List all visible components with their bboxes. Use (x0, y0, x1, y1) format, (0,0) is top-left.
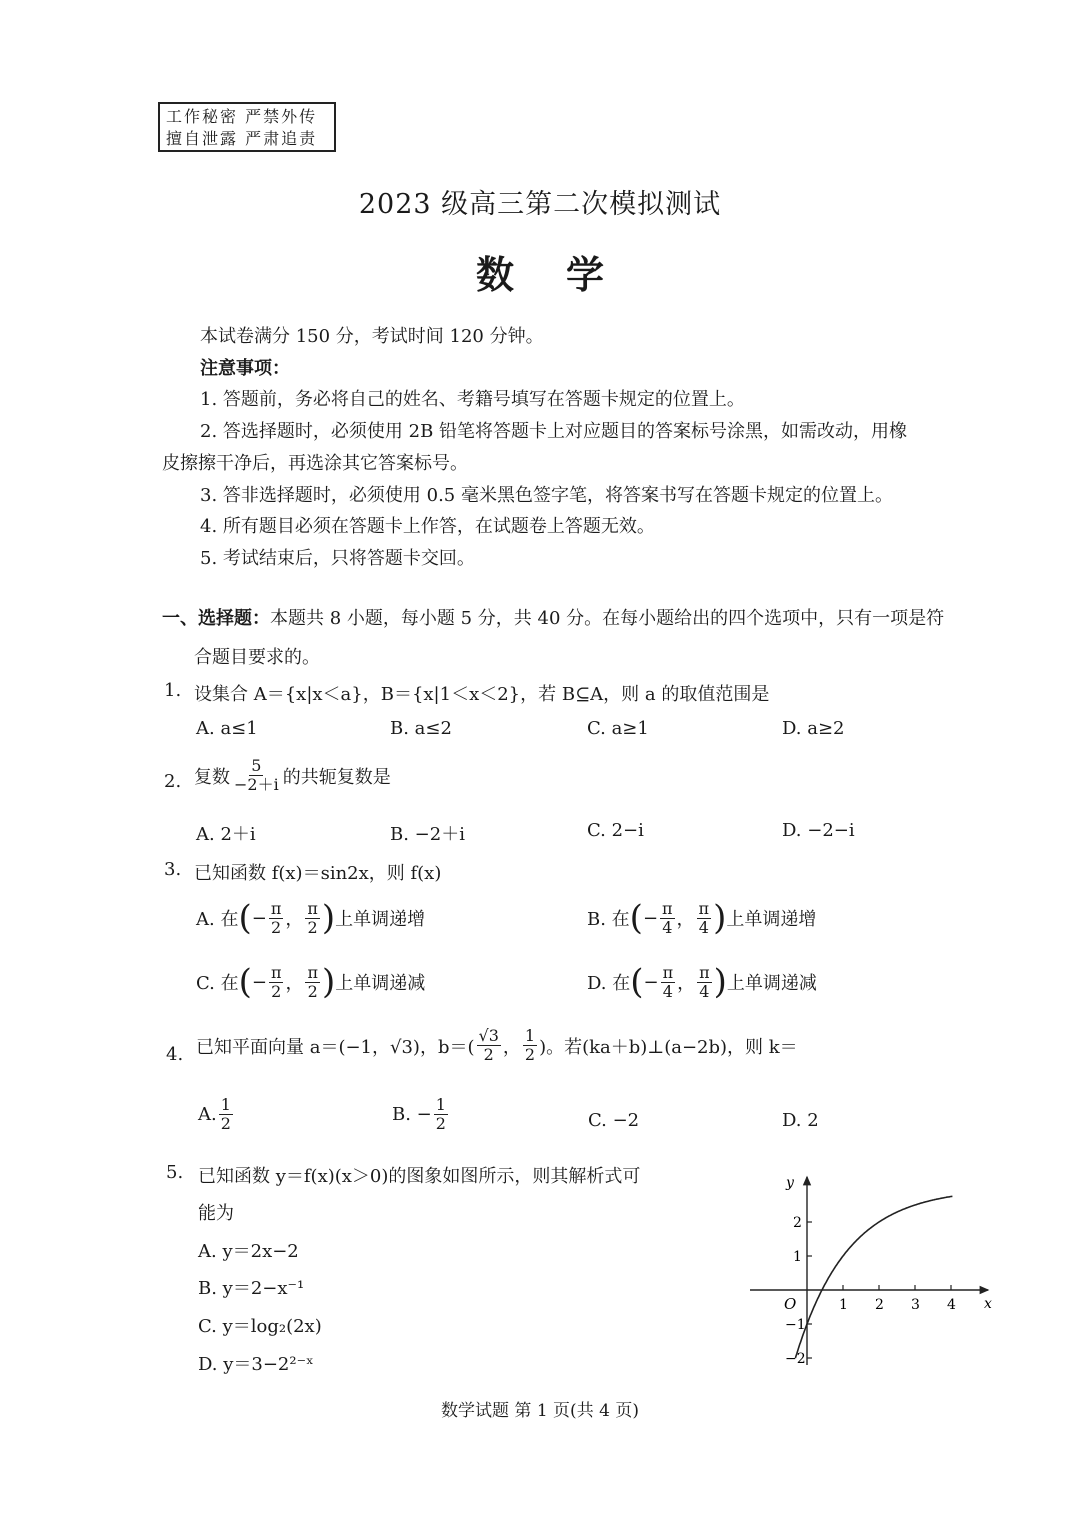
y-axis-label: y (786, 1175, 794, 1191)
q4-option-d: D. 2 (782, 1110, 819, 1131)
q3-a-den1: 2 (270, 917, 282, 937)
q3-b-den2: 4 (698, 917, 709, 937)
q2-frac-den: −2＋i (234, 775, 279, 794)
q2-pre: 复数 (194, 766, 230, 788)
q1-option-a: A. a≤1 (196, 718, 258, 739)
q3-c-pi1: π (270, 962, 282, 982)
q3-d-minus: − (643, 971, 659, 993)
q4-number: 4. (166, 1044, 184, 1065)
q3-b-comma: ， (676, 909, 695, 930)
subject-title (0, 244, 1080, 299)
q3-a-minus: − (251, 907, 267, 929)
function-curve (795, 1196, 952, 1358)
q3-d-frac1 (661, 964, 676, 1001)
q3-a-pi1: π (270, 898, 282, 918)
q2-number: 2. (164, 771, 182, 792)
q3-d-label: D. 在 (587, 973, 631, 994)
q4-pre: 已知平面向量 a＝(−1，√3)，b＝( (196, 1036, 475, 1058)
x-tick-label-4: 4 (947, 1297, 956, 1313)
q4-b-den: 2 (435, 1114, 446, 1133)
q4-den-a: 2 (483, 1045, 494, 1064)
q3-a-pi2: π (307, 898, 318, 918)
q3-c-rparen: ) (321, 962, 336, 1002)
axis-tick-labels (785, 1215, 956, 1367)
q4-stem (196, 1027, 798, 1064)
q4-option-c: C. −2 (588, 1110, 640, 1131)
q1-option-d: D. a≥2 (782, 718, 845, 739)
q3-a-comma: ， (285, 909, 304, 930)
q1-number: 1. (164, 680, 182, 701)
page-footer: 数学试题 第 1 页(共 4 页) (441, 1401, 639, 1421)
q4-b-num: 1 (435, 1095, 446, 1114)
q3-d-den1: 4 (662, 981, 673, 1001)
note-2b: 皮擦擦干净后，再选涂其它答案标号。 (162, 453, 468, 474)
q3-c-lparen: ( (238, 962, 252, 1002)
q1-option-b: B. a≤2 (390, 718, 452, 739)
q5-stem-b: 能为 (198, 1203, 234, 1224)
q3-c-frac1 (269, 964, 284, 1001)
q4-sqrt3: √3 (478, 1026, 499, 1045)
q3-a-rparen: ) (321, 898, 336, 938)
q2-option-a: A. 2＋i (196, 824, 256, 845)
q3-a-den2: 2 (307, 917, 318, 937)
note-5: 5. 考试结束后，只将答题卡交回。 (200, 548, 475, 569)
section-1-desc-b: 合题目要求的。 (194, 647, 320, 668)
note-2a: 2. 答选择题时，必须使用 2B 铅笔将答题卡上对应题目的答案标号涂黑，如需改动，用橡 (200, 421, 908, 442)
q4-comma: ， (502, 1036, 521, 1058)
q3-option-d (587, 962, 817, 1002)
q4-option-b (392, 1096, 450, 1133)
stamp-line-2: 擅自泄露 严肃追责 (166, 129, 318, 148)
q3-a-frac2 (305, 900, 320, 937)
x-axis-label: x (984, 1296, 992, 1312)
q5-number: 5. (166, 1162, 184, 1183)
q2-option-b: B. −2＋i (390, 824, 465, 845)
q5-function-graph (740, 1165, 1010, 1380)
section-1-desc-a-text: 本题共 8 小题，每小题 5 分，共 40 分。在每小题给出的四个选项中，只有一项是符 (270, 608, 945, 629)
q5-option-c: C. y＝log₂(2x) (198, 1316, 322, 1337)
subject-char-2: 学 (566, 252, 605, 297)
q3-c-den1: 2 (271, 981, 282, 1001)
exam-title: 2023 级高三第二次模拟测试 (358, 189, 722, 220)
y-tick-label-3: −2 (785, 1351, 806, 1367)
q3-b-minus: − (642, 907, 659, 929)
section-1-head: 一、选择题： (162, 608, 270, 629)
q3-c-label: C. 在 (196, 973, 239, 994)
note-1: 1. 答题前，务必将自己的姓名、考籍号填写在答题卡规定的位置上。 (200, 389, 745, 410)
notes-title: 注意事项： (200, 358, 290, 379)
q3-option-c (196, 962, 425, 1002)
q3-a-text: 上单调递增 (335, 909, 426, 930)
y-tick-label-1: 1 (793, 1249, 802, 1265)
q4-b-label: B. − (392, 1104, 432, 1125)
q1-option-c: C. a≥1 (587, 718, 649, 739)
subject-char-1: 数 (475, 252, 514, 297)
q3-b-pi1: π (662, 898, 673, 918)
q4-option-a (198, 1096, 235, 1133)
q3-d-rparen: ) (713, 962, 727, 1002)
q3-d-text: 上单调递减 (726, 973, 817, 994)
q3-c-frac2 (305, 964, 320, 1001)
q2-fraction (232, 757, 281, 794)
q3-d-pi2: π (699, 962, 710, 982)
q3-a-lparen: ( (238, 898, 252, 938)
section-1-desc-a (162, 604, 944, 630)
q4-frac-2 (523, 1027, 537, 1064)
q2-stem (194, 757, 391, 794)
q3-option-b (587, 898, 816, 938)
q3-number: 3. (164, 859, 182, 880)
q2-frac-num: 5 (251, 756, 262, 775)
q3-stem: 已知函数 f(x)＝sin2x，则 f(x) (194, 863, 442, 884)
x-tick-label-1: 1 (839, 1297, 848, 1313)
q5-option-d: D. y＝3−2²⁻ˣ (198, 1354, 314, 1375)
q3-b-frac1 (660, 900, 675, 937)
q3-c-den2: 2 (307, 981, 318, 1001)
q3-c-comma: ， (285, 973, 304, 994)
q4-a-frac (219, 1096, 233, 1133)
q3-c-pi2: π (307, 962, 318, 982)
note-4: 4. 所有题目必须在答题卡上作答，在试题卷上答题无效。 (200, 516, 655, 537)
q4-post: )。若(ka＋b)⊥(a−2b)，则 k＝ (539, 1036, 798, 1058)
q3-d-comma: ， (677, 973, 696, 994)
q2-post: 的共轭复数是 (282, 766, 391, 788)
q3-b-pi2: π (698, 898, 710, 918)
q2-option-d: D. −2−i (782, 820, 855, 841)
q3-d-den2: 4 (699, 981, 710, 1001)
q3-b-text: 上单调递增 (726, 909, 817, 930)
confidential-stamp (158, 102, 336, 152)
q5-option-b: B. y＝2−x⁻¹ (198, 1278, 305, 1299)
q3-a-frac1 (269, 900, 284, 937)
q3-c-text: 上单调递减 (335, 973, 426, 994)
note-3: 3. 答非选择题时，必须使用 0.5 毫米黑色签字笔，将答案书写在答题卡规定的位置上。 (200, 485, 893, 506)
q5-option-a: A. y＝2x−2 (198, 1241, 299, 1262)
q4-a-num: 1 (220, 1095, 231, 1114)
q4-frac-1 (477, 1027, 501, 1064)
y-tick-label-2: −1 (785, 1317, 806, 1333)
stamp-line-1: 工作秘密 严禁外传 (166, 107, 318, 126)
q4-one: 1 (524, 1026, 536, 1045)
q4-b-frac (434, 1096, 448, 1133)
q3-b-label: B. 在 (587, 909, 630, 930)
q4-den-b: 2 (524, 1045, 536, 1064)
origin-label: O (784, 1295, 797, 1313)
q2-option-c: C. 2−i (587, 820, 644, 841)
q3-b-rparen: ) (713, 898, 727, 938)
q3-a-label: A. 在 (196, 909, 239, 930)
x-tick-label-3: 3 (911, 1297, 920, 1313)
q3-d-frac2 (697, 964, 712, 1001)
intro-line: 本试卷满分 150 分，考试时间 120 分钟。 (200, 326, 544, 347)
q1-stem: 设集合 A＝{x|x＜a}，B＝{x|1＜x＜2}，若 B⊆A，则 a 的取值范围是 (194, 684, 770, 705)
y-tick-label-0: 2 (793, 1215, 802, 1231)
q5-stem-a: 已知函数 y＝f(x)(x＞0)的图象如图所示，则其解析式可 (198, 1166, 641, 1187)
q3-b-lparen: ( (629, 898, 643, 938)
q3-d-pi1: π (662, 962, 674, 982)
q3-b-frac2 (697, 900, 712, 937)
q3-c-minus: − (251, 971, 267, 993)
q3-b-den1: 4 (662, 917, 673, 937)
q4-a-den: 2 (220, 1114, 231, 1133)
q3-d-lparen: ( (630, 962, 644, 1002)
q4-a-label: A. (198, 1104, 217, 1125)
x-tick-label-2: 2 (875, 1297, 884, 1313)
q3-option-a (196, 898, 425, 938)
